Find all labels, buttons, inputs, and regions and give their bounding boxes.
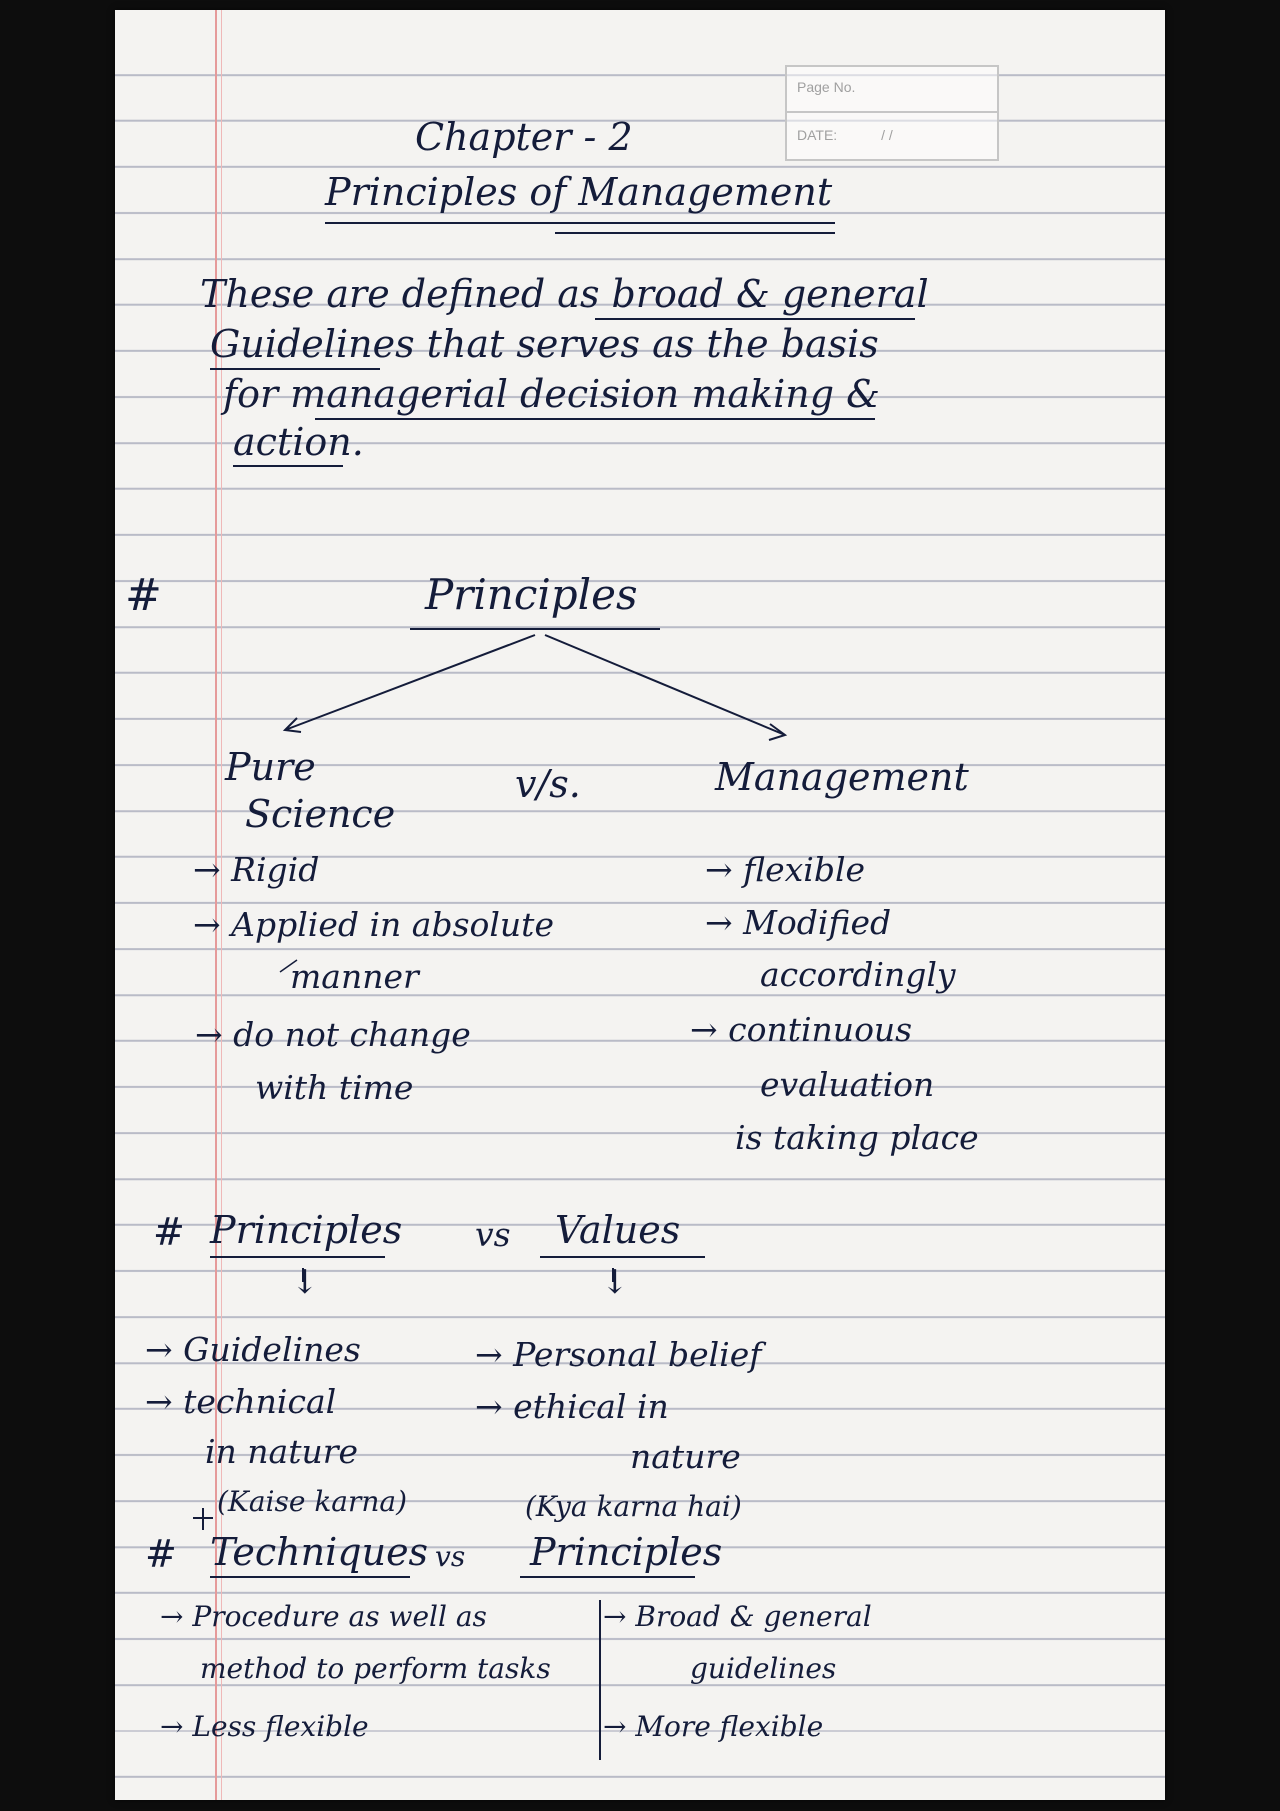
section1-left-point-5: with time: [255, 1068, 414, 1107]
section3-vs: vs: [435, 1540, 466, 1573]
section3-left-note: (Kaise karna): [217, 1485, 408, 1518]
section3-left-title-underline: [210, 1576, 410, 1578]
definition-line-2: Guidelines that serves as the basis: [210, 322, 879, 366]
section3-right-title-underline: [520, 1576, 695, 1578]
section2-right-point-1: → Personal belief: [475, 1335, 762, 1374]
section3-right-point-3: → More flexible: [603, 1710, 824, 1743]
section1-left-head-2: Science: [245, 792, 396, 836]
section1-right-point-2: → Modified: [705, 903, 892, 942]
section1-left-point-1: → Rigid: [193, 850, 320, 889]
section3-right-note: (Kya karna hai): [525, 1490, 742, 1523]
section1-title: Principles: [425, 570, 638, 619]
section3-right-point-1: → Broad & general: [603, 1600, 872, 1633]
section1-right-point-5: evaluation: [760, 1065, 935, 1104]
definition-line-3: for managerial decision making &: [223, 372, 880, 416]
section2-left-title-underline: [210, 1256, 385, 1258]
section3-left-point-3: → Less flexible: [160, 1710, 369, 1743]
section1-vs: v/s.: [515, 762, 581, 806]
page-no-label: Page No.: [797, 79, 856, 95]
notebook-page: [115, 10, 1165, 1800]
date-value: / /: [881, 127, 893, 143]
section2-left-point-3: in nature: [205, 1432, 359, 1471]
section3-left-title: Techniques: [210, 1530, 429, 1574]
section2-left-arrow: ↓: [291, 1262, 319, 1301]
section2-left-point-1: → Guidelines: [145, 1330, 361, 1369]
section1-left-point-4: → do not change: [195, 1015, 471, 1054]
section1-hash: #: [125, 570, 162, 621]
section2-right-point-2: → ethical in: [475, 1387, 669, 1426]
section2-right-title-underline: [540, 1256, 705, 1258]
section1-right-point-6: is taking place: [735, 1118, 979, 1157]
section3-left-point-1: → Procedure as well as: [160, 1600, 487, 1633]
date-label-text: DATE:: [797, 127, 838, 143]
chapter-heading: Chapter - 2: [415, 115, 633, 159]
section1-left-point-2: → Applied in absolute: [193, 905, 554, 944]
section2-right-point-3: nature: [630, 1437, 741, 1476]
section2-left-title: Principles: [210, 1208, 403, 1252]
definition-line-1: These are defined as broad & general: [200, 272, 929, 316]
section3-left-point-2: method to perform tasks: [200, 1652, 551, 1685]
section1-left-point-3: manner: [290, 957, 419, 996]
page-title: Principles of Management: [325, 170, 833, 214]
section2-right-arrow: ↓: [601, 1262, 629, 1301]
section3-right-point-2: guidelines: [690, 1652, 837, 1685]
section1-left-head-1: Pure: [225, 745, 316, 789]
section1-right-point-1: → flexible: [705, 850, 866, 889]
section1-right-head: Management: [715, 755, 969, 799]
section1-right-point-3: accordingly: [760, 955, 956, 994]
section2-vs: vs: [475, 1215, 511, 1254]
section2-right-title: Values: [555, 1208, 681, 1252]
section3-right-title: Principles: [530, 1530, 723, 1574]
section1-right-point-4: → continuous: [690, 1010, 913, 1049]
section2-hash: #: [153, 1210, 185, 1254]
section3-hash: #: [145, 1532, 177, 1576]
definition-line-4: action.: [233, 420, 364, 464]
section2-left-point-2: → technical: [145, 1382, 337, 1421]
